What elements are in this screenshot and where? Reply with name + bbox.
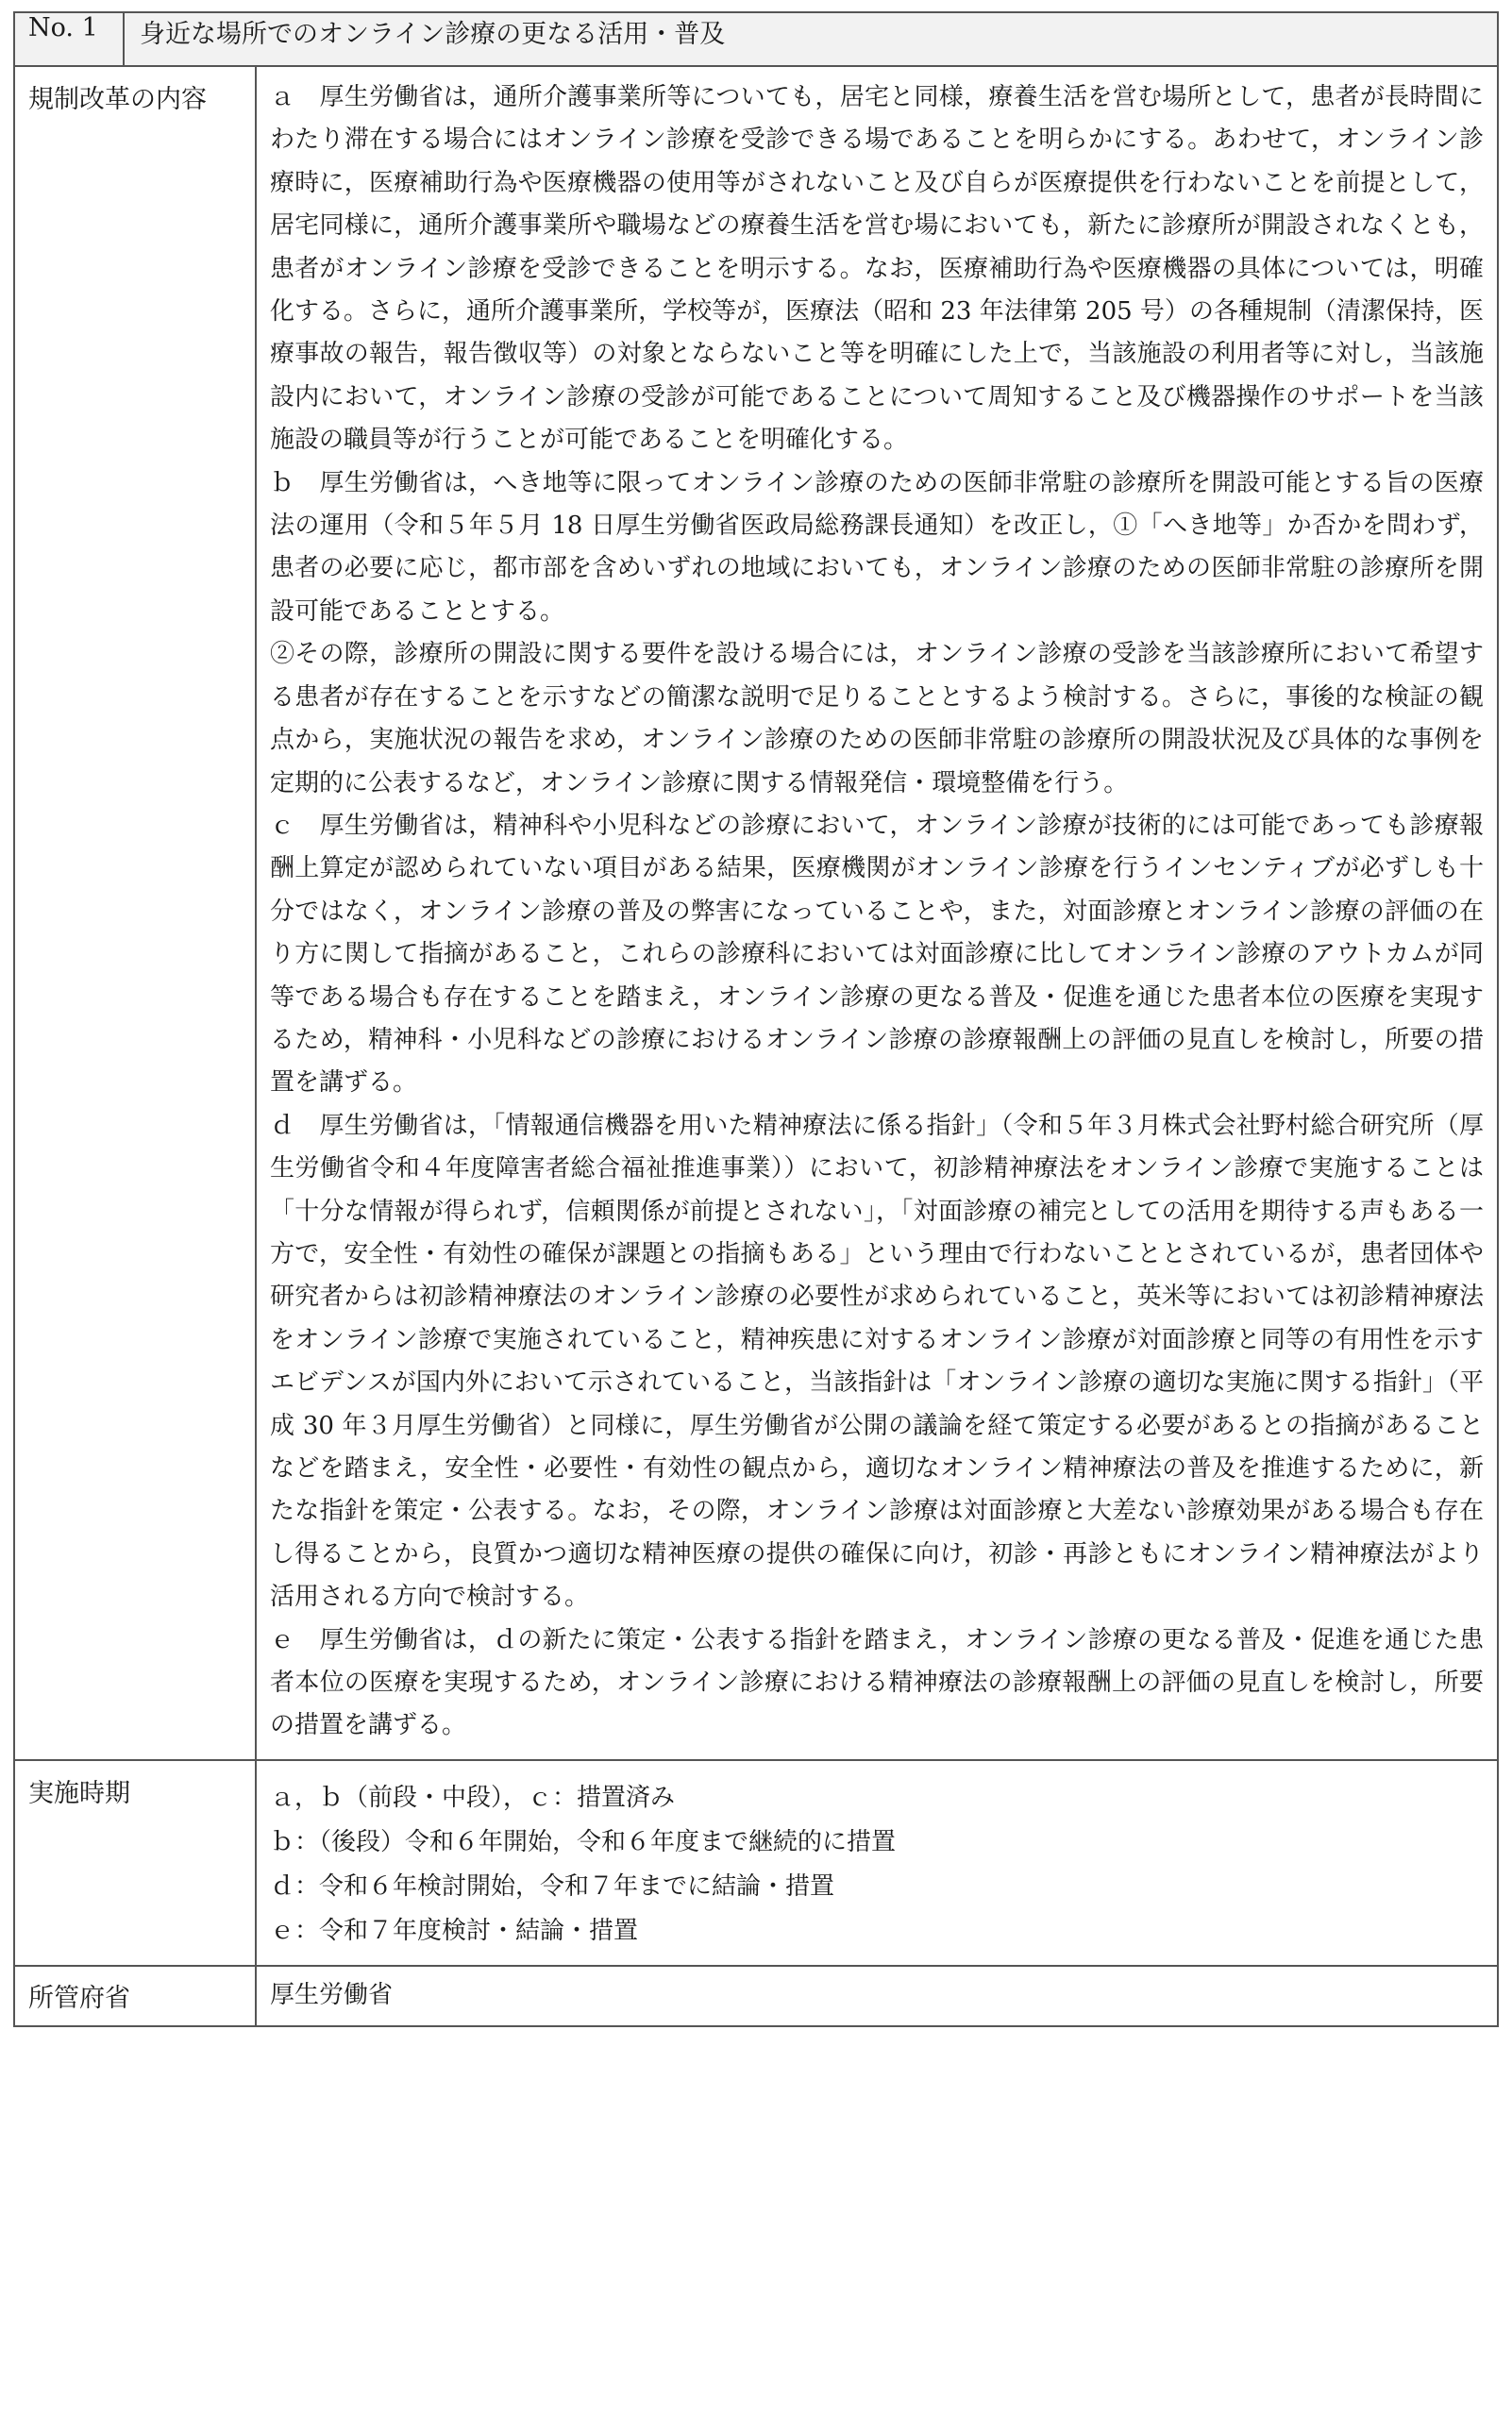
ministry-value: 厚生労働省 [256, 1966, 1498, 2026]
ministry-label: 所管府省 [14, 1966, 256, 2026]
reform-content-body [256, 66, 1498, 1760]
reform-paragraph-d: ｄ 厚生労働省は，「情報通信機器を用いた精神療法に係る指針」（令和５年３月株式会社野村総合研究所（厚生労働省令和４年度障害者総合福祉推進事業））において，初診精神療法をオンライン診療で実施することは「十分な情報が得られず，信頼関係が前提とされない」，「対面診療の補完としての活用を期待する声もある一方で，安全性・有効性の確保が課題との指摘もある」という理由で行わないこととされているが，患者団体や研究者からは初診精神療法のオンライン診療の必要性が求められていること，英米等においては初診精神療法をオンライン診療で実施されていること，精神疾患に対するオンライン診療が対面診療と同等の有用性を示すエビデンスが国内外において示されていること，当該指針は「オンライン診療の適切な実施に関する指針」（平成 30 年３月厚生労働省）と同様に，厚生労働省が公開の議論を経て策定する必要があるとの指摘があることなどを踏まえ，安全性・必要性・有効性の観点から，適切なオンライン精神療法の普及を推進するために，新たな指針を策定・公表する。なお，その際，オンライン診療は対面診療と大差ない診療効果がある場合も存在し得ることから，良質かつ適切な精神医療の提供の確保に向け，初診・再診ともにオンライン精神療法がより活用される方向で検討する。 [270, 1111, 1484, 1612]
schedule-line: ｅ：令和７年度検討・結論・措置 [270, 1916, 639, 1945]
schedule-line: ｂ：（後段）令和６年開始，令和６年度まで継続的に措置 [270, 1827, 897, 1856]
reform-item-table [13, 11, 1499, 2027]
header-row [14, 12, 1498, 66]
reform-content-row [14, 66, 1498, 1760]
reform-content-label: 規制改革の内容 [14, 66, 256, 1760]
reform-paragraph-c: ｃ 厚生労働省は，精神科や小児科などの診療において，オンライン診療が技術的には可能であっても診療報酬上算定が認められていない項目がある結果，医療機関がオンライン診療を行うインセンティブが必ずしも十分ではなく，オンライン診療の普及の弊害になっていることや，また，対面診療とオンライン診療の評価の在り方に関して指摘があること，これらの診療科においては対面診療に比してオンライン診療のアウトカムが同等である場合も存在することを踏まえ，オンライン診療の更なる普及・促進を通じた患者本位の医療を実現するため，精神科・小児科などの診療におけるオンライン診療の診療報酬上の評価の見直しを検討し，所要の措置を講ずる。 [270, 811, 1485, 1098]
schedule-line: ａ，ｂ（前段・中段），ｃ：措置済み [270, 1783, 676, 1812]
reform-paragraph-e: ｅ 厚生労働省は，ｄの新たに策定・公表する指針を踏まえ，オンライン診療の更なる普及・促進を通じた患者本位の医療を実現するため，オンライン診療における精神療法の診療報酬上の評価の見直しを検討し，所要の措置を講ずる。 [270, 1625, 1484, 1740]
reform-paragraph-b2: ②その際，診療所の開設に関する要件を設ける場合には，オンライン診療の受診を当該診療所において希望する患者が存在することを示すなどの簡潔な説明で足りることとするよう検討する。さらに，事後的な検証の観点から，実施状況の報告を求め，オンライン診療のための医師非常駐の診療所の開設状況及び具体的な事例を定期的に公表するなど，オンライン診療に関する情報発信・環境整備を行う。 [270, 640, 1484, 797]
reform-paragraph-a: ａ 厚生労働省は，通所介護事業所等についても，居宅と同様，療養生活を営む場所として，患者が長時間にわたり滞在する場合にはオンライン診療を受診できる場であることを明らかにする。あわせて，オンライン診療時に，医療補助行為や医療機器の使用等がされないこと及び自らが医療提供を行わないことを前提として，居宅同様に，通所介護事業所や職場などの療養生活を営む場においても，新たに診療所が開設されなくとも，患者がオンライン診療を受診できることを明示する。なお，医療補助行為や医療機器の具体については，明確化する。さらに，通所介護事業所，学校等が，医療法（昭和 23 年法律第 205 号）の各種規制（清潔保持，医療事故の報告，報告徴収等）の対象とならないこと等を明確にした上で，当該施設の利用者等に対し，当該施設内において，オンライン診療の受診が可能であることについて周知すること及び機器操作のサポートを当該施設の職員等が行うことが可能であることを明確化する。 [270, 83, 1484, 455]
ministry-row [14, 1966, 1498, 2026]
item-title: 身近な場所でのオンライン診療の更なる活用・普及 [124, 12, 1498, 66]
schedule-row [14, 1760, 1498, 1966]
schedule-line: ｄ：令和６年検討開始，令和７年までに結論・措置 [270, 1871, 835, 1901]
schedule-label: 実施時期 [14, 1760, 256, 1966]
item-number: No. 1 [14, 12, 124, 66]
regulatory-reform-sheet [13, 11, 1499, 2027]
schedule-body [256, 1760, 1498, 1966]
reform-paragraph-b: ｂ 厚生労働省は，へき地等に限ってオンライン診療のための医師非常駐の診療所を開設可能とする旨の医療法の運用（令和５年５月 18 日厚生労働省医政局総務課長通知）を改正し，①「へき地等」か否かを問わず，患者の必要に応じ，都市部を含めいずれの地域においても，オンライン診療のための医師非常駐の診療所を開設可能であることとする。 [270, 468, 1484, 626]
